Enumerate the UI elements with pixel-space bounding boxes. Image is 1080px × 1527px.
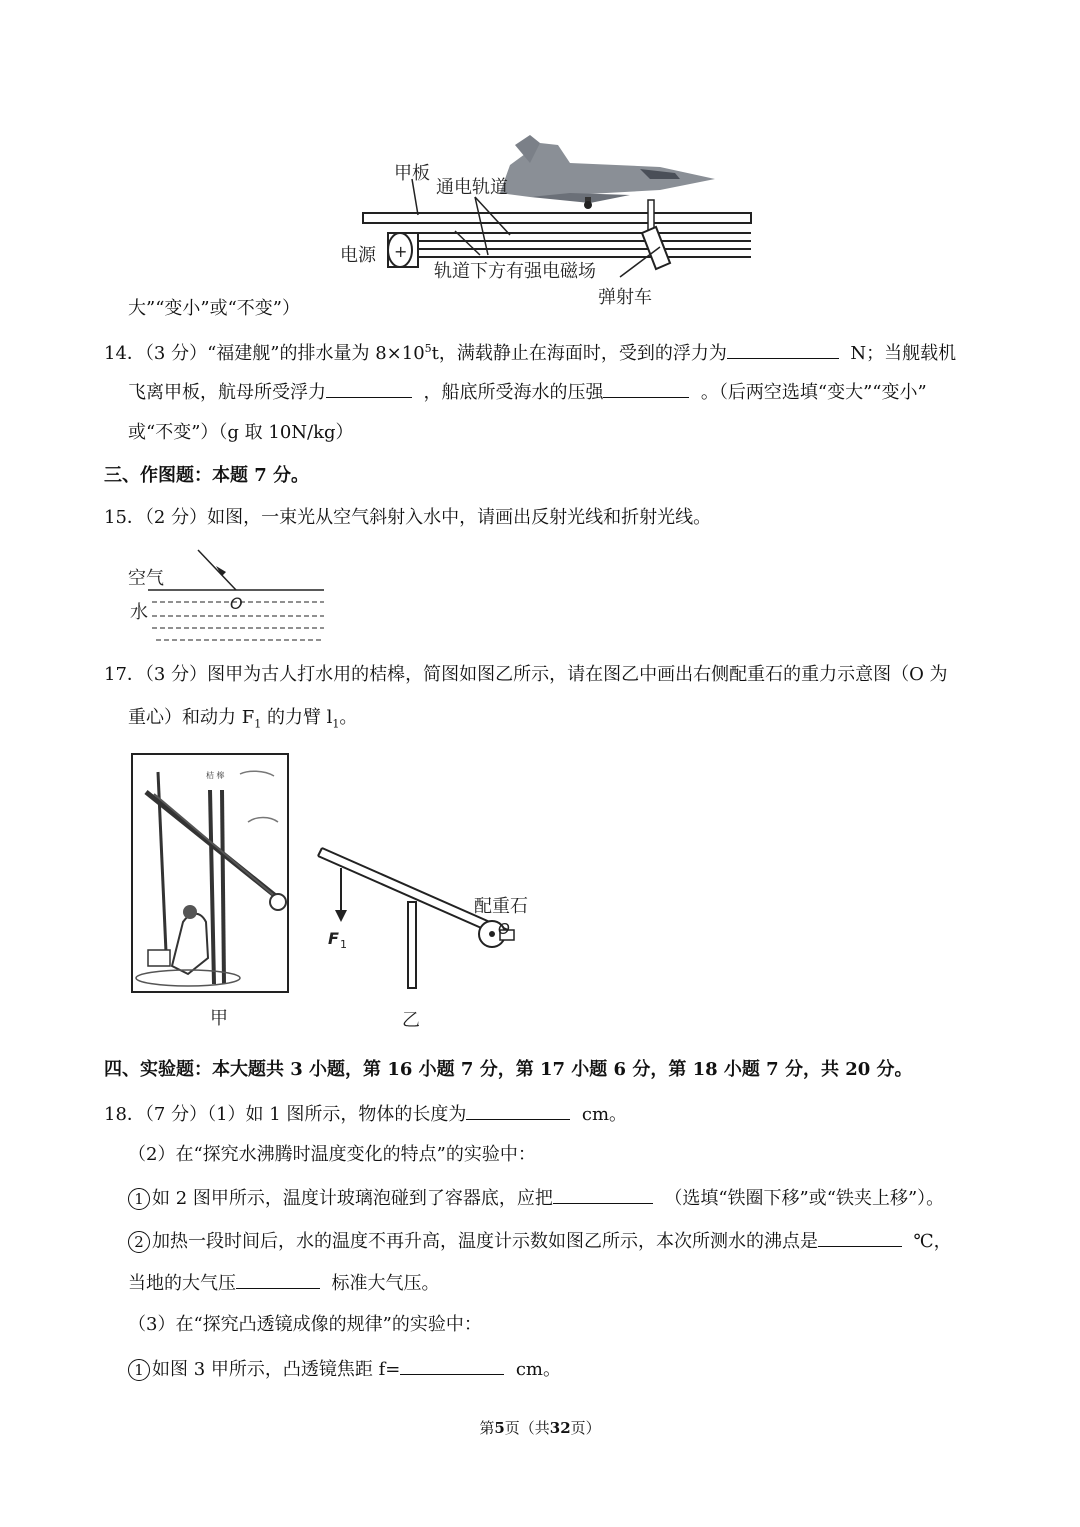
label-f: F: [328, 929, 339, 948]
figure-shadoof: [128, 752, 538, 1032]
label-o-center: O: [498, 920, 510, 938]
label-o-point: O: [230, 594, 243, 613]
q18-line6: （3）在“探究凸透镜成像的规律”的实验中：: [128, 1314, 482, 1335]
q18-line4: 2 加热一段时间后，水的温度不再升高，温度计示数如图乙所示，本次所测水的沸点是 ℃，: [128, 1228, 952, 1254]
label-field: 轨道下方有强电磁场: [434, 261, 596, 282]
section4-heading: 四、实验题：本大题共 3 小题，第 16 小题 7 分，第 17 小题 6 分，第 18 小题 7 分，共 20 分。: [104, 1059, 913, 1080]
figure-jia-illustration: [132, 754, 288, 992]
q18-line1: 18．（7 分）（1）如 1 图所示，物体的长度为 cm。: [104, 1101, 627, 1127]
q15-text: 15．（2 分）如图，一束光从空气斜射入水中，请画出反射光线和折射光线。: [104, 507, 712, 528]
catapult-cart: [642, 200, 670, 269]
label-yi: 乙: [402, 1010, 420, 1031]
q18-blank-pressure[interactable]: [236, 1270, 320, 1289]
section3-heading: 三、作图题：本题 7 分。: [104, 465, 310, 486]
q17-line2: 重心）和动力 $F_1$ 的力臂 $l_1$。: [128, 707, 358, 731]
q18-line2: （2）在“探究水沸腾时温度变化的特点”的实验中：: [128, 1144, 536, 1165]
q18-line7: 1 如图 3 甲所示，凸透镜焦距 f= cm。: [128, 1356, 561, 1382]
incident-ray: [198, 550, 236, 590]
label-f-sub: 1: [340, 938, 347, 951]
figure-yi-schematic: [318, 848, 528, 988]
q18-blank-boiling-point[interactable]: [818, 1228, 902, 1247]
q18-blank-focal-length[interactable]: [400, 1356, 504, 1375]
page-total: 32: [549, 1419, 571, 1437]
q13-tail: 大”“变小”或“不变”）: [128, 298, 301, 319]
q18-blank-length[interactable]: [466, 1101, 570, 1120]
circled-number-2: 2: [128, 1231, 150, 1253]
label-power: 电源: [340, 245, 376, 266]
label-water: 水: [130, 602, 148, 623]
q14-line2: 飞离甲板，航母所受浮力 ，船底所受海水的压强 。（后两空选填“变大”“变小”: [128, 379, 927, 405]
deck: [363, 213, 751, 223]
power-source: [388, 233, 418, 267]
figure-light-refraction: [126, 546, 332, 646]
circled-number-1b: 1: [128, 1359, 150, 1381]
label-air: 空气: [128, 568, 164, 589]
q14-line3: 或“不变”）（g 取 10N/kg）: [128, 422, 354, 443]
jet-image: [500, 135, 715, 209]
q14-blank-buoyancy[interactable]: [727, 340, 839, 359]
page-footer: 第5页（共32页）: [479, 1419, 601, 1437]
q14-line1: 14．（3 分）“福建舰”的排水量为 $8\times 10^5t$，满载静止在海面时，受到的浮力为 N；当舰载机: [104, 342, 957, 364]
label-rail: 通电轨道: [436, 177, 508, 198]
q14-blank-buoyancy-change[interactable]: [326, 379, 412, 398]
circled-number-1: 1: [128, 1188, 150, 1210]
q18-line5: 当地的大气压 标准大气压。: [128, 1270, 439, 1296]
plaque-text: 桔 槔: [206, 771, 225, 780]
q18-blank-adjust[interactable]: [553, 1185, 653, 1204]
label-jia: 甲: [210, 1008, 228, 1029]
power-plus: +: [394, 242, 408, 261]
label-counterweight: 配重石: [474, 896, 528, 917]
q17-line1: 17．（3 分）图甲为古人打水用的桔槔，简图如图乙所示，请在图乙中画出右侧配重石的重力示意图（O 为: [104, 664, 948, 685]
figure-carrier-catapult: [330, 135, 770, 315]
label-deck: 甲板: [394, 163, 430, 184]
q14-blank-pressure-change[interactable]: [603, 379, 689, 398]
q18-line3: 1 如 2 图甲所示，温度计玻璃泡碰到了容器底，应把 （选填“铁圈下移”或“铁夹上移”）。: [128, 1185, 944, 1211]
page-number: 5: [494, 1419, 505, 1437]
label-cart: 弹射车: [598, 287, 652, 308]
